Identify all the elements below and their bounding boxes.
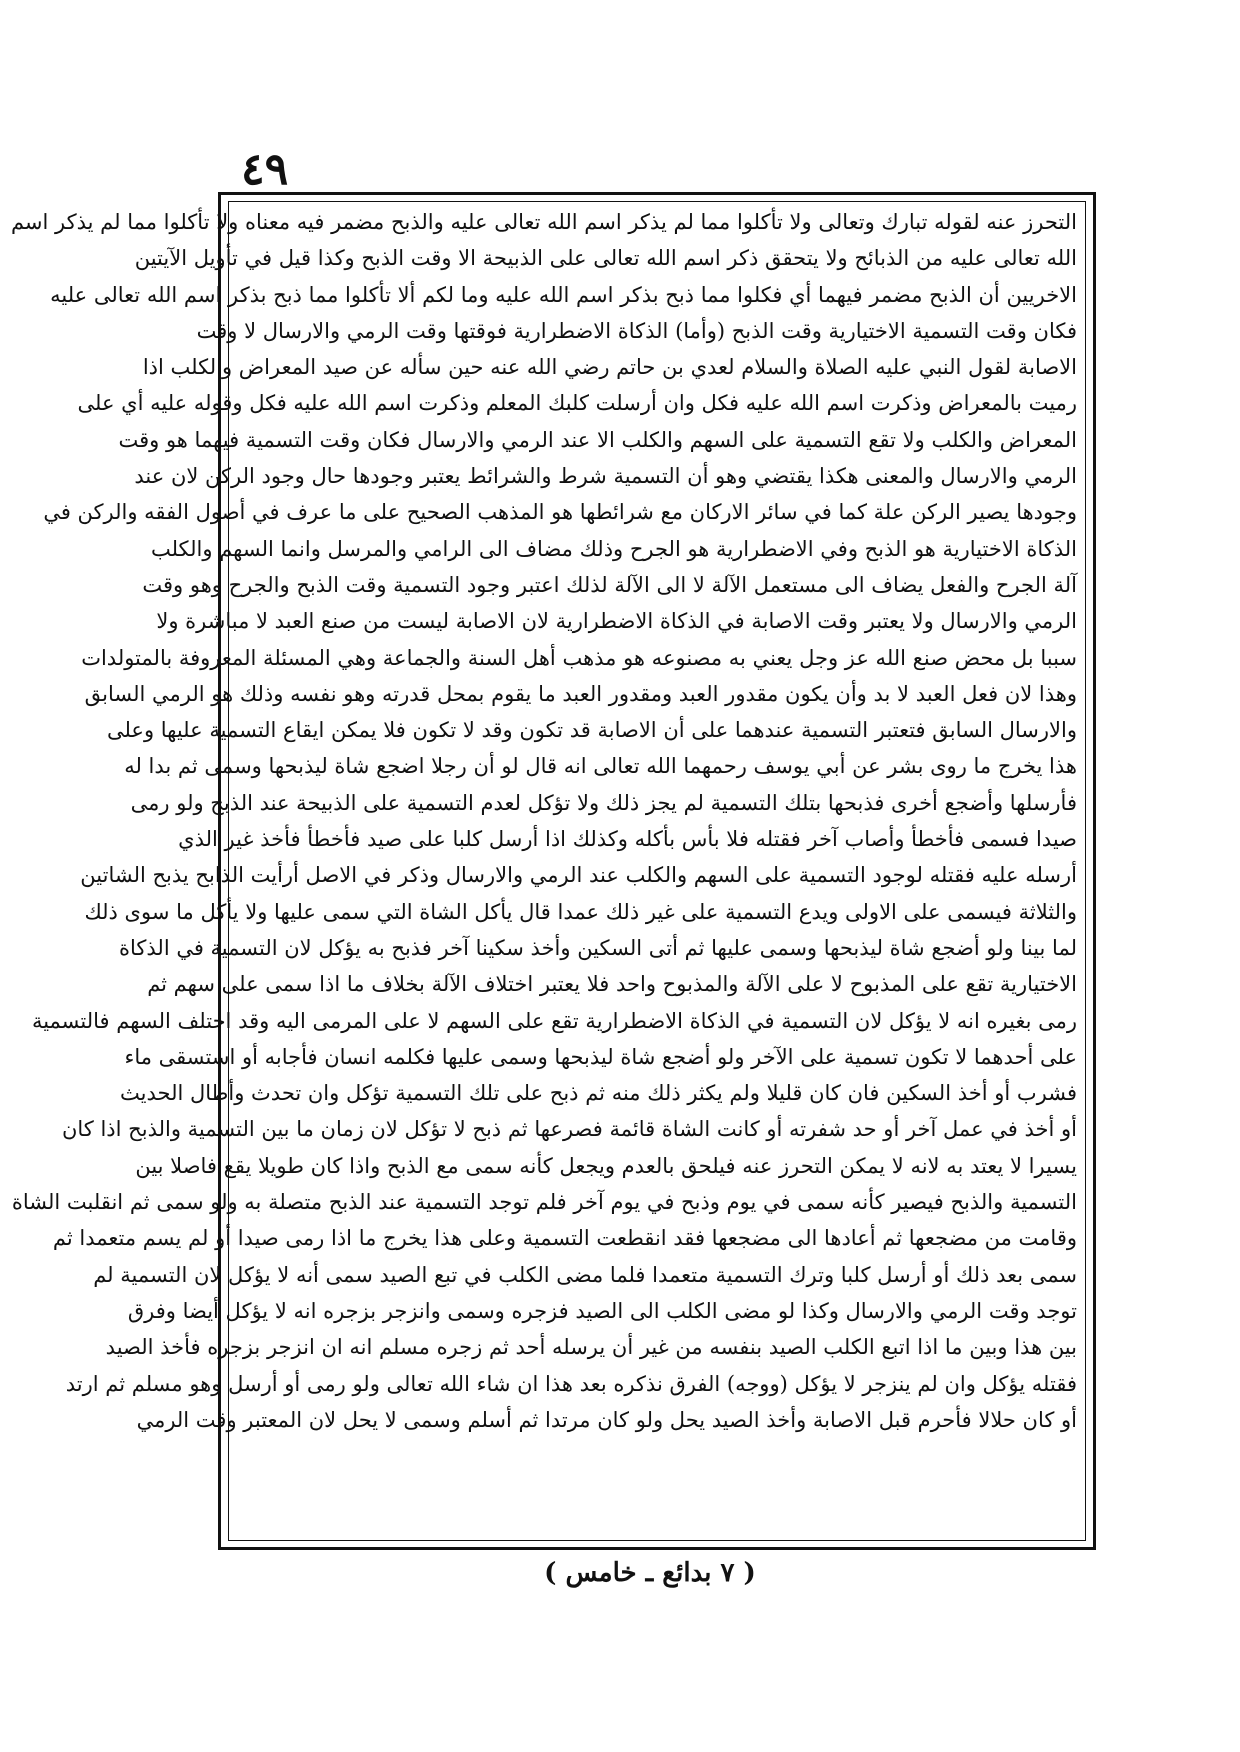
text-line: سمى بعد ذلك أو أرسل كلبا وترك التسمية متعمدا فلما مضى الكلب في تبع الصيد سمى أنه لا يؤكل لان التسمية لم (93, 1262, 1077, 1287)
text-line: الرمي والارسال والمعنى هكذا يقتضي وهو أن التسمية شرط والشرائط يعتبر وجودها حال وجود الركن لان عند (134, 464, 1077, 489)
text-line: أرسله عليه فقتله لوجود التسمية على السهم والكلب عند الرمي والارسال وذكر في الاصل أرأيت الذابح يذبح الشاتين (80, 863, 1077, 888)
text-line: فأرسلها وأضجع أخرى فذبحها بتلك التسمية لم يجز ذلك ولا تؤكل لعدم التسمية على الذبيحة عند الذبح ولو رمى (130, 790, 1077, 815)
text-line: والثلاثة فيسمى على الاولى ويدع التسمية على غير ذلك عمدا قال يأكل الشاة التي سمى عليها ولا يأكل ما سوى ذلك (84, 899, 1077, 924)
text-line: أو كان حلالا فأحرم قبل الاصابة وأخذ الصيد يحل ولو كان مرتدا ثم أسلم وسمى لا يحل لان المعتبر وقت الرمي (136, 1407, 1077, 1432)
text-line: الله تعالى عليه من الذبائح ولا يتحقق ذكر اسم الله تعالى على الذبيحة الا وقت الذبح وكذا قيل في تأويل الآيتين (134, 246, 1077, 271)
text-line (237, 1438, 1077, 1474)
text-line: والارسال السابق فتعتبر التسمية عندهما على أن الاصابة قد تكون وقد لا تكون فلا يمكن ايقاع التسمية عليها وعلى (106, 718, 1077, 743)
text-line: فكان وقت التسمية الاختيارية وقت الذبح (وأما) الذكاة الاضطرارية فوقتها وقت الرمي والارسال لا وقت (196, 318, 1077, 343)
text-line: لما بينا ولو أضجع شاة ليذبحها وسمى عليها ثم أتى السكين وأخذ سكينا آخر فذبح به يؤكل لان التسمية في الذكاة (119, 935, 1077, 960)
text-line: وجودها يصير الركن علة كما في سائر الاركان مع شرائطها هو المذهب الصحيح على ما عرف في أصول الفقه والركن في (43, 500, 1077, 525)
text-line: أو أخذ في عمل آخر أو حد شفرته أو كانت الشاة قائمة فصرعها ثم ذبح لا تؤكل لان زمان ما بين التسمية والذبح اذا كان (61, 1117, 1077, 1142)
text-line: هذا يخرج ما روى بشر عن أبي يوسف رحمهما الله تعالى انه قال لو أن رجلا اضجع شاة ليذبحها وسمى ثم بدا له (124, 754, 1077, 779)
text-line: رمى بغيره انه لا يؤكل لان التسمية في الذكاة الاضطرارية تقع على السهم لا على المرمى اليه وقد اختلف السهم فالتسمية (31, 1008, 1077, 1033)
printer-signature: ( ٧ بدائع ـ خامس ) (544, 1558, 756, 1588)
text-line: رميت بالمعراض وذكرت اسم الله عليه فكل وان أرسلت كلبك المعلم وذكرت اسم الله عليه فكل وقوله عليه أي على (77, 391, 1077, 416)
text-line: يسيرا لا يعتد به لانه لا يمكن التحرز عنه فيلحق بالعدم ويجعل كأنه سمى مع الذبح واذا كان طويلا يقع فاصلا بين (135, 1153, 1077, 1178)
text-line: التحرز عنه لقوله تبارك وتعالى ولا تأكلوا مما لم يذكر اسم الله تعالى عليه والذبح مضمر فيه معناه ولا تأكلوا مما لم يذكر اسم (10, 210, 1077, 234)
text-line: الاصابة لقول النبي عليه الصلاة والسلام لعدي بن حاتم رضي الله عنه حين سأله عن صيد المعراض والكلب اذا (142, 355, 1077, 380)
text-line: صيدا فسمى فأخطأ وأصاب آخر فقتله فلا بأس بأكله وكذلك اذا أرسل كلبا على صيد فأخطأ فأخذ غير الذي (178, 827, 1077, 852)
text-line: فشرب أو أخذ السكين فان كان قليلا ولم يكثر ذلك منه ثم ذبح على تلك التسمية تؤكل وان تحدث وأطال الحديث (120, 1081, 1077, 1106)
text-line: الذكاة الاختيارية هو الذبح وفي الاضطرارية هو الجرح وذلك مضاف الى الرامي والمرسل وانما السهم والكلب (150, 536, 1077, 561)
text-line: وقامت من مضجعها ثم أعادها الى مضجعها فقد انقطعت التسمية وعلى هذا يخرج ما اذا رمى صيدا أو لم يسم متعمدا ثم (52, 1226, 1077, 1251)
text-line: الاخريين أن الذبح مضمر فيهما أي فكلوا مما ذبح بذكر اسم الله عليه وما لكم ألا تأكلوا مما ذبح بذكر اسم الله تعالى عليه (50, 282, 1077, 307)
page-number: ٤٩ (241, 144, 289, 195)
text-line: آلة الجرح والفعل يضاف الى مستعمل الآلة لا الى الآلة لذلك اعتبر وجود التسمية وقت الذبح والجرح وهو وقت (142, 572, 1077, 597)
text-line: توجد وقت الرمي والارسال وكذا لو مضى الكلب الى الصيد فزجره وسمى وانزجر بزجره انه لا يؤكل أيضا وفرق (127, 1298, 1077, 1323)
text-line: المعراض والكلب ولا تقع التسمية على السهم والكلب الا عند الرمي والارسال فكان وقت التسمية فيهما هو وقت (118, 427, 1077, 452)
page-border-inner (10, 201, 1086, 1541)
text-line: التسمية والذبح فيصير كأنه سمى في يوم وذبح في يوم آخر فلم توجد التسمية عند الذبح متصلة به ولو سمى ثم انقلبت الشاة (11, 1190, 1077, 1215)
text-line: فقتله يؤكل وان لم ينزجر لا يؤكل (ووجه) الفرق نذكره بعد هذا ان شاء الله تعالى ولو رمى أو أرسل وهو مسلم ثم ارتد (65, 1371, 1077, 1396)
text-line (237, 1474, 1077, 1510)
text-line: سببا بل محض صنع الله عز وجل يعني به مصنوعه هو مذهب أهل السنة والجماعة وهي المسئلة المعروفة بالمتولدات (81, 645, 1077, 670)
text-line: وهذا لان فعل العبد لا بد وأن يكون مقدور العبد ومقدور العبد ما يقوم بمحل قدرته وهو نفسه وذلك هو الرمي السابق (84, 681, 1077, 706)
text-line: الاختيارية تقع على المذبوح لا على الآلة والمذبوح واحد فلا يعتبر اختلاف الآلة بخلاف ما اذا سمى على سهم ثم (147, 972, 1077, 997)
text-line: بين هذا وبين ما اذا اتبع الكلب الصيد بنفسه من غير أن يرسله أحد ثم زجره مسلم انه ان انزجر بزجره فأخذ الصيد (105, 1335, 1077, 1360)
text-line: الرمي والارسال ولا يعتبر وقت الاصابة في الذكاة الاضطرارية لان الاصابة ليست من صنع العبد لا مباشرة ولا (156, 609, 1077, 634)
text-line: على أحدهما لا تكون تسمية على الآخر ولو أضجع شاة ليذبحها وسمى عليها فكلمه انسان فأجابه أو استسقى ماء (124, 1044, 1077, 1069)
body-text (10, 204, 1077, 1511)
